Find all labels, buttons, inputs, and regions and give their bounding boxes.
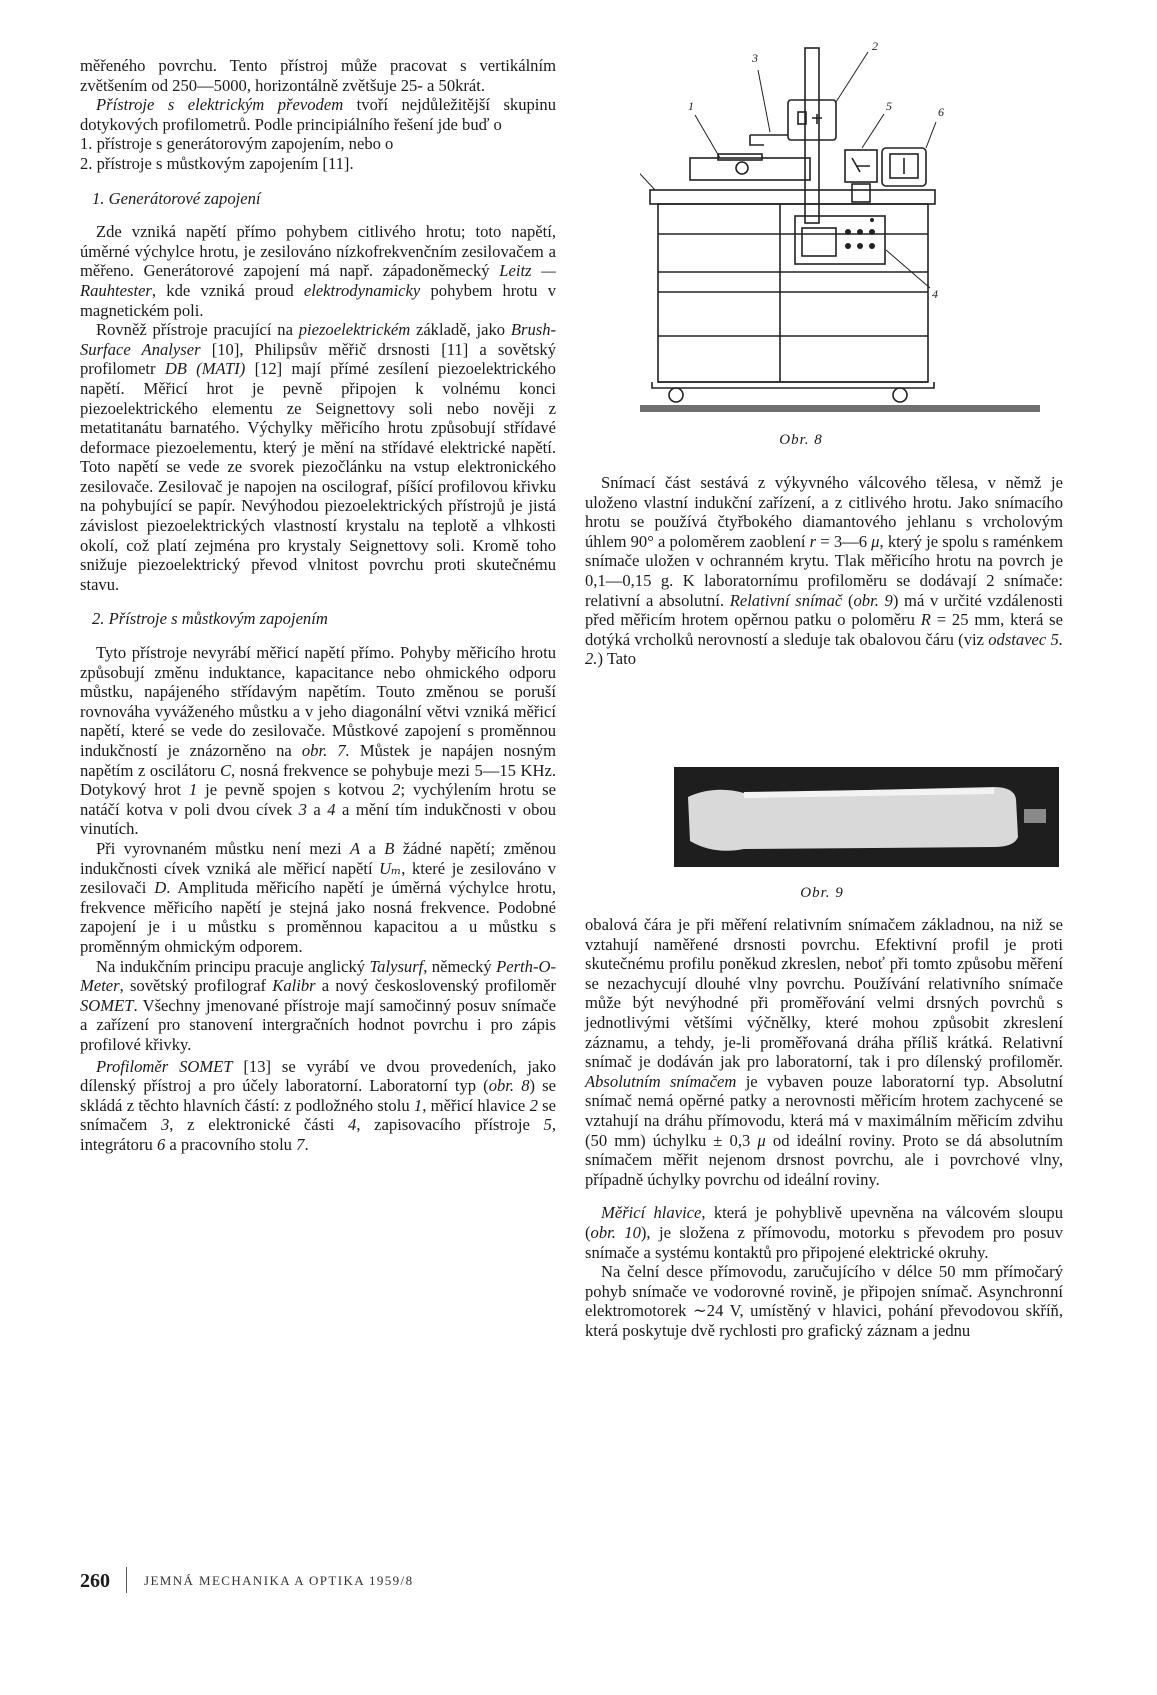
figure-caption: Obr. 8 xyxy=(779,432,823,448)
work-table xyxy=(650,190,935,204)
figure-8-drawing xyxy=(640,40,1040,415)
left-column xyxy=(80,56,556,1154)
page-number: 260 xyxy=(80,1570,110,1592)
right-column-top xyxy=(585,473,1063,669)
figure-caption: Obr. 9 xyxy=(800,885,844,901)
paragraph: Při vyrovnaném můstku není mezi A a B žádné napětí; změnou indukčnosti cívek vzniká ale měřicí napětí Uₘ, které je zesilováno v zesilovači D. Amplituda měřicího napětí je úměrná výchylce hrotu, frekvence měřicího napětí je stejná jako nosná frekvence. Podobné zapojení je i u můstku s proměnnou kapacitou a u můstku s proměnným ohmickým odporem. xyxy=(80,838,557,956)
section-heading: 1. Generátorové zapojení xyxy=(92,188,261,208)
list-item: 1. přístroje s generátorovým zapojením, nebo o xyxy=(80,134,394,154)
paragraph: Přístroje s elektrickým převodem tvoří nejdůležitější skupinu dotykových profilometrů. Podle principiálního řešení jde buď o xyxy=(80,95,556,134)
paragraph: Měřicí hlavice, která je pohyblivě upevněna na válcovém sloupu (obr. 10), je složena z přímovodu, motorku s převodem pro posuv snímače a systému kontaktů pro připojené elektrické okruhy. xyxy=(585,1203,1063,1262)
column xyxy=(805,48,819,223)
figure-label: 5 xyxy=(886,99,892,113)
right-column-bottom xyxy=(585,915,1063,1340)
paragraph: Zde vzniká napětí přímo pohybem citlivého hrotu; toto napětí, úměrné výchylce hrotu, je zesilováno nízkofrekvenčním zesilovačem a měřeno. Generátorové zapojení má např. západoněmecký Leitz — Rauhtester, kde vzniká proud elektrodynamicky pohybem hrotu v magnetickém poli. xyxy=(80,222,556,320)
journal-name: JEMNÁ MECHANIKA A OPTIKA 1959/8 xyxy=(144,1573,414,1588)
measuring-head xyxy=(788,100,836,140)
paragraph: obalová čára je při měření relativním snímačem základnou, na niž se vztahují naměřené drsnosti povrchu. Efektivní profil je proti skutečnému profilu poněkud zkreslen, neboť při tomto způsobu měření se nezachycují dlouhé vlny povrchu. Používání relativního snímače může být nevýhodné při proměřování velmi drsných povrchů s jednotlivými většími výčnělky, které mohou způsobit zkreslení záznamu, a tehdy, je-li proměřovaná dráha příliš krátká. Relativní snímač je dodáván jak pro laboratorní, tak i pro dílenský profiloměr. Absolutním snímačem je vybaven pouze laboratorní typ. Absolutní snímač nemá opěrné patky a nerovnosti měřicím hrotem zachycené se vztahují na dráhu přímovodu, která má v maximálním měřicím zdvihu (50 mm) úchylku ± 0,3 μ od ideální roviny. Proto se dá absolutním snímačem měřit nejenom drsnost povrchu, ale i povrchové vlny, případně úchylky povrchu od ideální roviny. xyxy=(585,915,1064,1189)
figure-label: 2 xyxy=(872,40,878,53)
paragraph: Rovněž přístroje pracující na piezoelektrickém základě, jako Brush-Surface Analyser [10], Philipsův měřič drsnosti [11] a sovětský profilometr DB (MATI) [12] mají přímé zesílení piezoelektrického napětí. Měřicí hrot je pevně připojen k volnému konci piezoelektrického elementu ze Seignettovy soli nebo nověji z metatitanátu barnatého. Výchylky měřicího hrotu způsobují střídavé deformace piezoelementu, který je mění na střídavé elektrické napětí. Toto napětí se vede ze svorek piezočlánku na vstup elektronického zesilovače. Zesilovač je napojen na oscilograf, píšící profilovou křivku na pohybující se papír. Nevýhodou piezoelektrických přístrojů je jistá závislost piezoelektrických vlastností krystalu na teplotě a vlhkosti okolí, což platí zejména pro krystaly Seignettovy soli. Kromě toho snižuje piezoelektrický převod vlnitost povrchu proti skutečnému stavu. xyxy=(80,320,557,594)
section-heading: 2. Přístroje s můstkovým zapojením xyxy=(92,609,328,629)
paragraph: Na čelní desce přímovodu, zaručujícího v délce 50 mm přímočarý pohyb snímače ve vodorovné rovině, je připojen snímač. Asynchronní elektromotorek ∼24 V, umístěný v hlavici, pohání převodovou skříň, která poskytuje dvě rychlosti pro grafický záznam a jednu xyxy=(585,1262,1063,1340)
figure-label: 4 xyxy=(932,287,938,301)
figure-label: 1 xyxy=(688,99,694,113)
figure-9-photo xyxy=(674,767,1059,867)
paragraph: Na indukčním principu pracuje anglický Talysurf, německý Perth-O-Meter, sovětský profilograf Kalibr a nový československý profiloměr SOMET. Všechny jmenované přístroje mají samočinný posuv snímače a zařízení pro stanovení intergračních hodnot povrchu i pro zápis profilové křivky. xyxy=(80,956,556,1054)
figure-label: 3 xyxy=(752,51,758,65)
paragraph: Profiloměr SOMET [13] se vyrábí ve dvou provedeních, jako dílenský přístroj a pro účely laboratorní. Laboratorní typ (obr. 8) se skládá z těchto hlavních částí: z podložného stolu 1, měřicí hlavice 2 se snímačem 3, z elektronické části 4, zapisovacího přístroje 5, integrátoru 6 a pracovního stolu 7. xyxy=(80,1056,557,1154)
footer-divider xyxy=(126,1567,127,1593)
paragraph: měřeného povrchu. Tento přístroj může pracovat s vertikálním zvětšením od 250—5000, horizontálně zvětšuje 25- a 50krát. xyxy=(80,56,556,95)
paragraph: Snímací část sestává z výkyvného válcového tělesa, v němž je uloženo vlastní indukční zařízení, a z citlivého hrotu. Jako snímacího hrotu se používá čtyřbokého diamantového jehlanu s vrcholovým úhlem 90° a poloměrem zaoblení r = 3—6 μ, který je spolu s raménkem snímače uložen v ochranném krytu. Tlak měřicího hrotu na povrch je 0,1—0,15 g. K laboratornímu profiloměru se dodávají 2 snímače: relativní a absolutní. Relativní snímač (obr. 9) má v určité vzdálenosti před měřicím hrotem opěrnou patku o poloměru R = 25 mm, která se dotýká vrcholků nerovností a sleduje tak obalovou čáru (viz odstavec 5. 2.) Tato xyxy=(585,473,1063,669)
paragraph: Tyto přístroje nevyrábí měřicí napětí přímo. Pohyby měřicího hrotu způsobují změnu induktance, kapacitance nebo ohmického odporu můstku, napájeného střídavým napětím. Touto změnou se poruší rovnováha vyváženého můstku a v jeho diagonální větvi vzniká měřicí napětí, které se vede do zesilovače. Můstkové zapojení s proměnnou indukčností je znázorněno na obr. 7. Můstek je napájen nosným napětím z oscilátoru C, nosná frekvence se pohybuje mezi 5—15 KHz. Dotykový hrot 1 je pevně spojen s kotvou 2; vychýlením hrotu se natáčí kotva v poli dvou cívek 3 a 4 a mění tím indukčnosti v obou vinutích. xyxy=(80,643,557,839)
base-table xyxy=(690,158,810,180)
figure-label: 6 xyxy=(938,105,944,119)
list-item: 2. přístroje s můstkovým zapojením [11]. xyxy=(80,153,354,173)
